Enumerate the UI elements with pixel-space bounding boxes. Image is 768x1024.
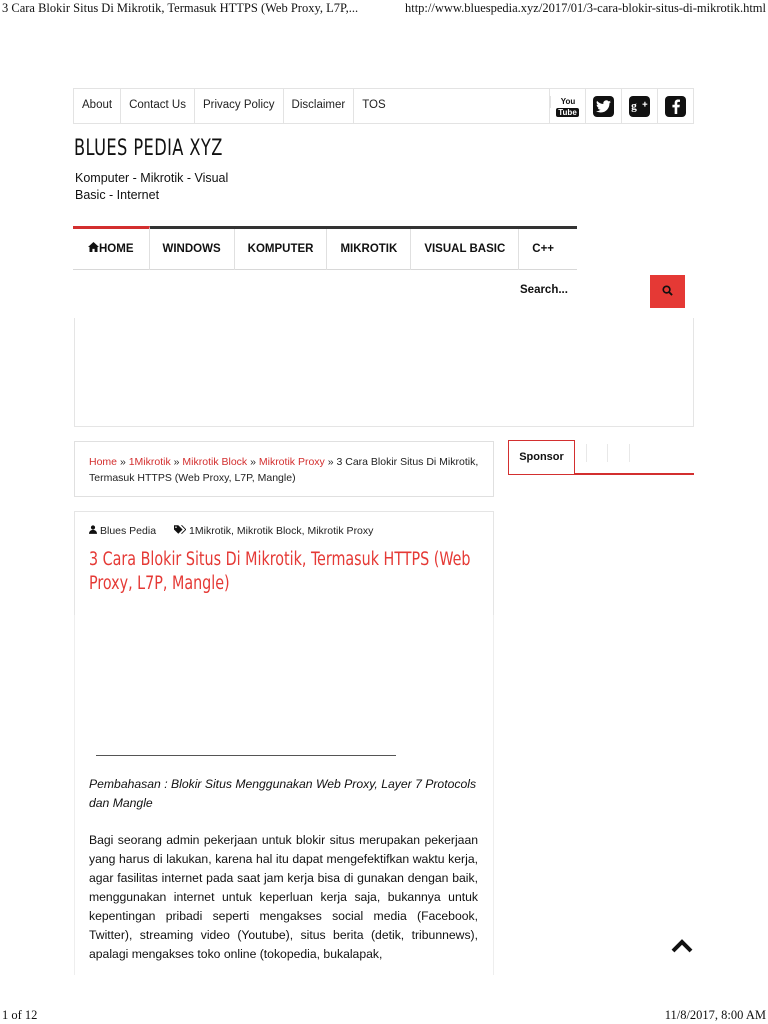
post-body [89, 775, 478, 964]
home-icon [88, 229, 99, 269]
nav-mikrotik[interactable]: MIKROTIK [327, 229, 411, 270]
post-divider [96, 755, 396, 756]
site-title[interactable]: BLUES PEDIA XYZ [74, 136, 223, 161]
breadcrumb-separator: » [119, 456, 126, 468]
sponsor-widget [508, 440, 694, 475]
nav-cpp[interactable]: C++ [532, 243, 555, 255]
breadcrumb-separator: » [173, 456, 180, 468]
breadcrumb-home[interactable]: Home [89, 456, 118, 468]
main-navigation [73, 226, 577, 270]
about-link[interactable]: About [74, 89, 121, 123]
privacy-policy-link[interactable]: Privacy Policy [195, 89, 284, 123]
breadcrumb-mikrotik-block[interactable]: Mikrotik Block [182, 456, 248, 468]
google-plus-icon [629, 96, 650, 117]
print-page-url: http://www.bluespedia.xyz/2017/01/3-cara-blokir-situs-di-mikrotik.html [404, 1, 766, 15]
search-input[interactable]: Search... [520, 284, 568, 296]
post-border-left [74, 615, 75, 975]
site-description: Komputer - Mikrotik - Visual Basic - Internet [75, 171, 229, 202]
print-page-number: 1 of 12 [2, 1008, 38, 1022]
disclaimer-link[interactable]: Disclaimer [284, 89, 355, 123]
nav-visual-basic[interactable]: VISUAL BASIC [411, 229, 519, 270]
print-date: 11/8/2017, 8:00 AM [664, 1008, 766, 1022]
post-intro: Pembahasan : Blokir Situs Menggunakan Web Proxy, Layer 7 Protocols dan Mangle [89, 777, 477, 810]
breadcrumb-separator: » [327, 456, 334, 468]
post-author-name: Blues Pedia [100, 525, 157, 537]
post-header [74, 511, 494, 615]
google-plus-link[interactable] [621, 89, 657, 123]
nav-home[interactable] [73, 226, 150, 270]
post-paragraph: Bagi seorang admin pekerjaan untuk blokir situs merupakan pekerjaan yang harus di lakukan, karena hal itu dapat mengefektifkan waktu kerja, agar fasilitas internet pada saat jam kerja bisa di gunakan dengan baik, menggunakan internet untuk keperluan kerja saja, bukannya untuk kepentingan pribadi seperti mengakses social media (Facebook, Twitter), streaming video (Youtube), situs berita (detik, tribunnews), apalagi mengakses toko online (tokopedia, bukalapak, [89, 833, 478, 961]
social-links [549, 89, 693, 123]
nav-home-label: HOME [99, 243, 134, 255]
tag-icon [174, 525, 186, 537]
breadcrumb-mikrotik-proxy[interactable]: Mikrotik Proxy [258, 456, 325, 468]
search-button[interactable] [650, 275, 685, 308]
sponsor-tab[interactable]: Sponsor [508, 440, 575, 474]
youtube-icon: You Tube [557, 96, 578, 117]
post-labels[interactable] [174, 525, 373, 537]
top-links [74, 89, 394, 123]
post-labels-text: 1Mikrotik, Mikrotik Block, Mikrotik Proxy [189, 525, 374, 537]
breadcrumb-separator: » [250, 456, 256, 468]
facebook-link[interactable] [657, 89, 693, 123]
youtube-link[interactable] [549, 89, 585, 123]
breadcrumb [74, 441, 494, 497]
svg-text:g: g [631, 100, 637, 112]
sponsor-content [586, 444, 630, 462]
nav-komputer[interactable]: KOMPUTER [235, 229, 328, 270]
contact-us-link[interactable]: Contact Us [121, 89, 195, 123]
advertisement-area [74, 318, 694, 427]
facebook-icon [665, 96, 686, 117]
nav-windows[interactable]: WINDOWS [150, 229, 235, 270]
breadcrumb-1mikrotik[interactable]: 1Mikrotik [128, 456, 171, 468]
chevron-up-icon [670, 941, 694, 958]
twitter-icon [593, 96, 614, 117]
print-footer [0, 1008, 768, 1024]
back-to-top-button[interactable] [670, 938, 694, 956]
post-title: 3 Cara Blokir Situs Di Mikrotik, Termasuk HTTPS (Web Proxy, L7P, Mangle) [89, 549, 471, 594]
post-border-right [493, 615, 494, 975]
twitter-link[interactable] [585, 89, 621, 123]
breadcrumb-current: 3 Cara Blokir Situs Di Mikrotik, Termasuk HTTPS (Web Proxy, L7P, Mangle) [89, 456, 479, 484]
top-navigation-bar [73, 88, 694, 124]
post-meta [89, 525, 373, 537]
tos-link[interactable]: TOS [362, 99, 386, 111]
print-page-title: 3 Cara Blokir Situs Di Mikrotik, Termasuk HTTPS (Web Proxy, L7P,... [2, 1, 359, 15]
post-author[interactable] [89, 525, 156, 537]
print-header [0, 0, 768, 18]
search-icon [662, 283, 673, 301]
user-icon [89, 525, 97, 537]
